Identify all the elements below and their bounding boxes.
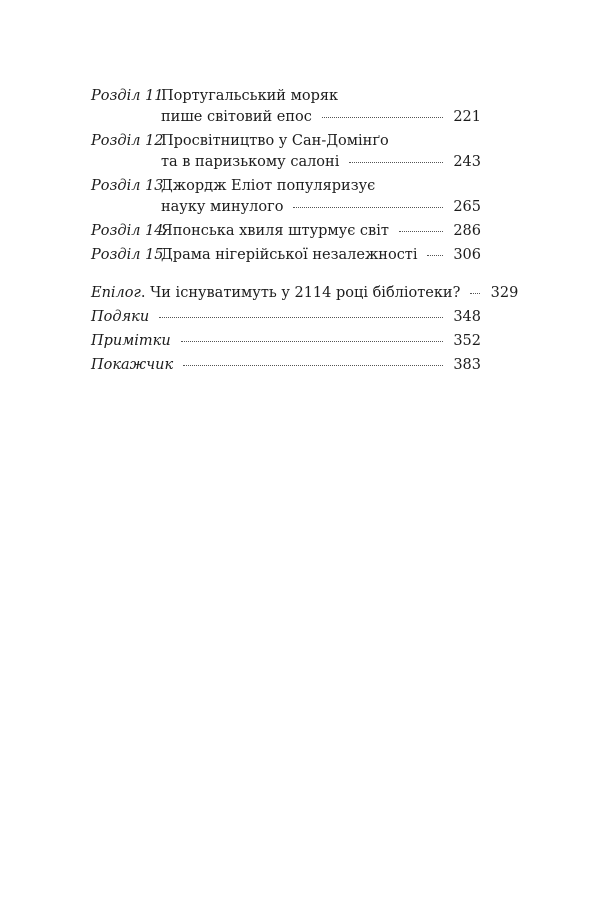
chapter-title-line1: Японська хвиля штурмує світ xyxy=(161,223,389,239)
chapter-title-line2: науку минулого xyxy=(161,199,284,215)
page-number: 265 xyxy=(453,199,481,215)
page-number: 329 xyxy=(490,285,519,301)
page-number: 383 xyxy=(453,357,481,373)
dot-leader xyxy=(183,365,443,366)
chapter-label: Розділ 14 xyxy=(91,223,164,239)
chapter-title-line2: та в паризькому салоні xyxy=(161,154,340,170)
dot-leader xyxy=(159,317,443,318)
back-matter-label: Примітки xyxy=(91,333,171,349)
dot-leader xyxy=(349,162,443,163)
page-number: 243 xyxy=(453,154,481,170)
epilog-question: . Чи існуватимуть у 2114 році бібліотеки? xyxy=(140,285,461,301)
chapter-label: Розділ 13 xyxy=(91,178,164,194)
chapter-title-line1: Джордж Еліот популяризує xyxy=(161,178,376,194)
table-of-contents xyxy=(91,86,519,376)
toc-entry-chapter-13[interactable] xyxy=(91,176,481,218)
dot-leader xyxy=(427,255,443,256)
dot-leader xyxy=(322,117,443,118)
toc-entry-epilog[interactable] xyxy=(91,283,519,304)
dot-leader xyxy=(399,231,443,232)
toc-entry-chapter-12[interactable] xyxy=(91,131,481,173)
toc-entry-index[interactable] xyxy=(91,355,481,376)
toc-entry-notes[interactable] xyxy=(91,331,481,352)
chapter-title-line1: Португальський моряк xyxy=(161,88,339,104)
page-number: 221 xyxy=(453,109,481,125)
back-matter-label: Подяки xyxy=(91,309,150,325)
chapter-title-line2: пише світовий епос xyxy=(161,109,312,125)
chapter-label: Розділ 15 xyxy=(91,247,164,263)
chapter-title-line1: Просвітництво у Сан-Домінґо xyxy=(161,133,389,149)
dot-leader xyxy=(181,341,443,342)
back-matter-section xyxy=(91,283,519,376)
page-number: 348 xyxy=(453,309,481,325)
back-matter-label: Покажчик xyxy=(91,357,174,373)
dot-leader xyxy=(470,293,480,294)
page-number: 352 xyxy=(453,333,481,349)
toc-entry-acknowledgements[interactable] xyxy=(91,307,481,328)
chapter-title-line1: Драма нігерійської незалежності xyxy=(161,247,418,263)
toc-entry-chapter-15[interactable] xyxy=(91,245,481,266)
chapter-label: Розділ 12 xyxy=(91,133,164,149)
dot-leader xyxy=(293,207,443,208)
epilog-label: Епілог xyxy=(91,285,141,301)
page-number: 286 xyxy=(453,223,481,239)
epilog-title xyxy=(91,283,460,304)
chapter-label: Розділ 11 xyxy=(91,88,164,104)
toc-entry-chapter-14[interactable] xyxy=(91,221,481,242)
page-number: 306 xyxy=(453,247,481,263)
toc-entry-chapter-11[interactable] xyxy=(91,86,481,128)
